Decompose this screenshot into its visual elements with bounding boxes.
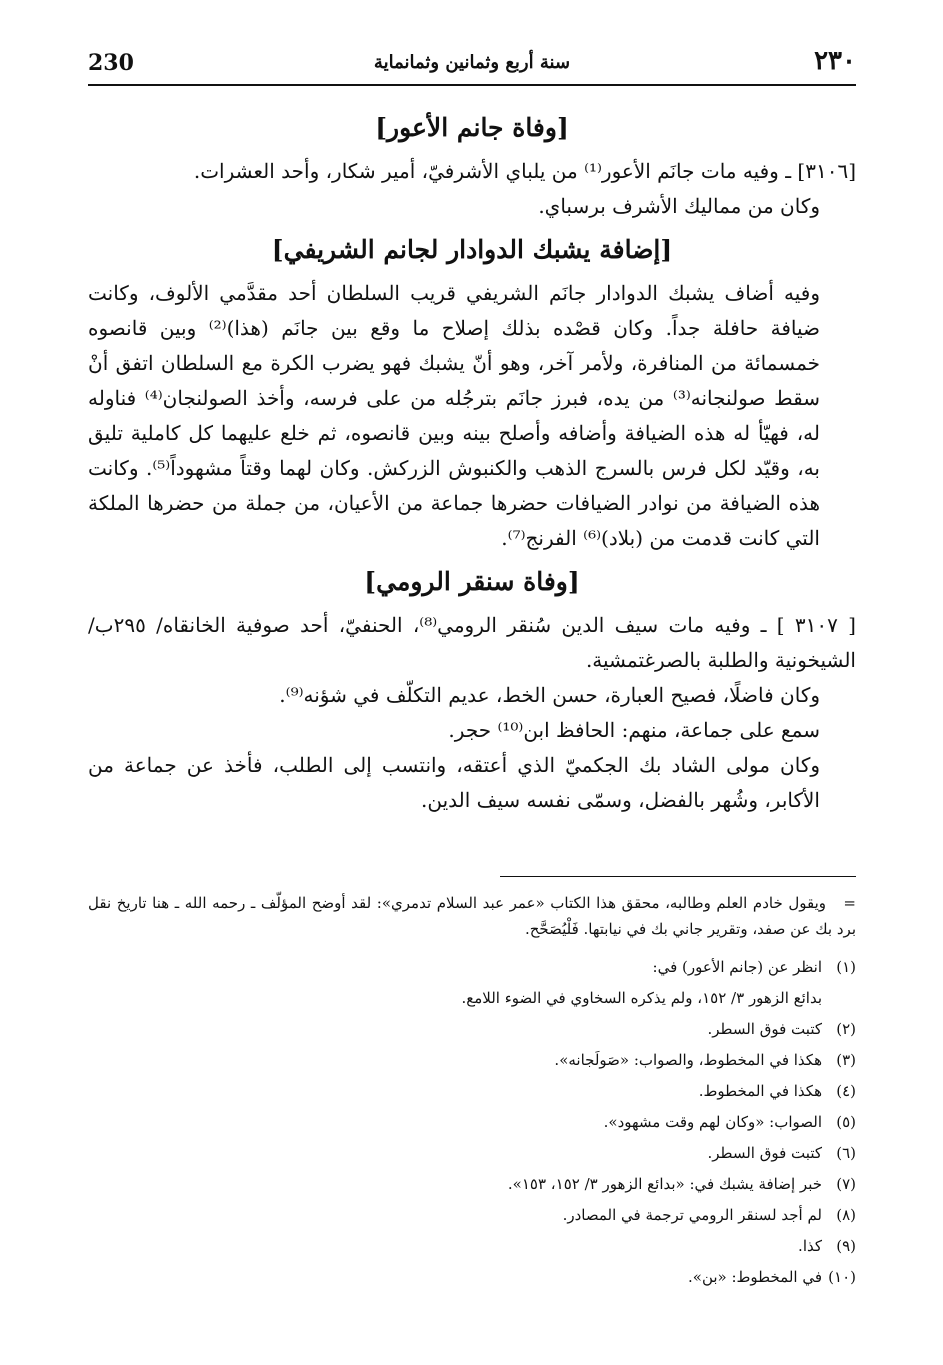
- footnote-text: كتبت فوق السطر.: [707, 1144, 822, 1162]
- footnote-text: هكذا في المخطوط.: [698, 1082, 822, 1100]
- footnote-number: (٥): [836, 1113, 856, 1131]
- footnote-number: (٧): [836, 1175, 856, 1193]
- entry-3107: [ ٣١٠٧ ] ـ وفيه مات سيف الدين سُنقر الرومي⁽⁸⁾، الحنفيّ، أحد صوفية الخانقاه/ ٢٩٥ب/ الشيخونية والطلبة بالصرغتمشية.: [88, 613, 856, 672]
- header-rule: [88, 84, 856, 86]
- footnote-rule: [500, 876, 856, 877]
- footnote: [88, 1231, 856, 1262]
- footnote-number: (١٠): [828, 1268, 856, 1286]
- footnote-text: هكذا في المخطوط، والصواب: «صَولَجانه».: [554, 1051, 822, 1069]
- footnote: [88, 1045, 856, 1076]
- footnote-text: الصواب: «وكان لهم وقت مشهود».: [603, 1113, 822, 1131]
- footnote: [88, 1262, 856, 1293]
- page-header: [88, 46, 856, 86]
- footnote-number: (١): [836, 958, 856, 976]
- continuation-mark: =: [843, 894, 856, 912]
- footnote-text: كذا.: [798, 1237, 822, 1255]
- footnote: [88, 1076, 856, 1107]
- footnote-text: في المخطوط: «بن».: [688, 1268, 822, 1286]
- footnote-number: (٢): [836, 1020, 856, 1038]
- entry-3106: [٣١٠٦] ـ وفيه مات جانَم الأعور⁽¹⁾ من يلباي الأشرفيّ، أمير شكار، وأحد العشرات.: [193, 159, 856, 183]
- paragraph: وفيه أضاف يشبك الدوادار جانَم الشريفي قريب السلطان أحد مقدَّمي الألوف، وكانت ضيافة حافلة جداً. وكان قصْده بذلك إصلاح ما وقع بين جانَم (هذا)⁽²⁾ وبين قانصوه خمسمائة من المنافرة، ولأمر آخر، وهو أنّ يشبك فهو يضرب الكرة مع السلطان اتفق أنْ سقط صولنجانه⁽³⁾ من يده، فبرز جانَم بترجُله من على فرسه، وأخذ الصولنجان⁽⁴⁾ فناوله له، فهيّأ له هذه الضيافة وأضافه وأصلح بينه وبين قانصوه، ثم خلع عليهما كل كاملية تليق به، وقيّد لكل فرس بالسرج الذهب والكنبوش الزركش. وكان لهما وقتاً مشهوداً⁽⁵⁾. وكانت هذه الضيافة من نوادر الضيافات حضرها جماعة من الأعيان، من جملة من حضرها الملكة التي كانت قدمت من (بلاد)⁽⁶⁾ الفرنج⁽⁷⁾.: [88, 281, 821, 550]
- continuation-text: ويقول خادم العلم وطالبه، محقق هذا الكتاب «عمر عبد السلام تدمري»: لقد أوضح المؤلّف ـ رحمه الله ـ هنا تاريخ نقل برد بك عن صفد، وتقرير جاني بك في نيابتها. فَلْيُصَحَّح.: [88, 894, 856, 938]
- footnote-text: انظر عن (جانم الأعور) في:: [652, 958, 822, 976]
- section-heading: [إضافة يشبك الدوادار لجانم الشريفي]: [271, 235, 673, 264]
- footnote: [88, 952, 856, 983]
- footnote-continuation: [88, 890, 856, 942]
- paragraph: وكان فاضلًا، فصيح العبارة، حسن الخط، عديم التكلّف في شؤنه⁽⁹⁾.: [279, 683, 820, 707]
- page-number-arabic: ٢٣٠: [814, 46, 856, 76]
- footnote: [88, 1014, 856, 1045]
- footnote-source: بدائع الزهور ٣/ ١٥٢، ولم يذكره السخاوي في الضوء اللامع.: [461, 989, 822, 1007]
- footnote: [88, 1107, 856, 1138]
- footnote-number: (٩): [836, 1237, 856, 1255]
- footnote: [88, 1169, 856, 1200]
- footnote-text: خبر إضافة يشبك في: «بدائع الزهور ٣/ ١٥٢، ١٥٣».: [507, 1175, 822, 1193]
- paragraph: وكان من مماليك الأشرف برسباي.: [538, 194, 820, 218]
- footnote-text: كتبت فوق السطر.: [707, 1020, 822, 1038]
- footnote-number: (٤): [836, 1082, 856, 1100]
- footnote: [88, 1138, 856, 1169]
- footnote: [88, 1200, 856, 1231]
- paragraph: وكان مولى الشاد بك الجكميّ الذي أعتقه، وانتسب إلى الطلب، فأخذ عن جماعة من الأكابر، وشُهر بالفضل، وسمّى نفسه سيف الدين.: [88, 753, 820, 812]
- footnote-text: لم أجد لسنقر الرومي ترجمة في المصادر.: [562, 1206, 822, 1224]
- footnote-number: (٨): [836, 1206, 856, 1224]
- section-heading: [وفاة جانم الأعور]: [375, 113, 569, 142]
- paragraph: سمع على جماعة، منهم: الحافظ ابن⁽¹⁰⁾ حجر.: [448, 718, 820, 742]
- page-number-latin: 230: [88, 50, 134, 76]
- main-text: [88, 102, 856, 818]
- footnotes: [88, 890, 856, 1293]
- footnote-number: (٣): [836, 1051, 856, 1069]
- footnote-number: (٦): [836, 1144, 856, 1162]
- running-title: سنة أربع وثمانين وثمانماية: [373, 52, 571, 73]
- section-heading: [وفاة سنقر الرومي]: [364, 567, 580, 596]
